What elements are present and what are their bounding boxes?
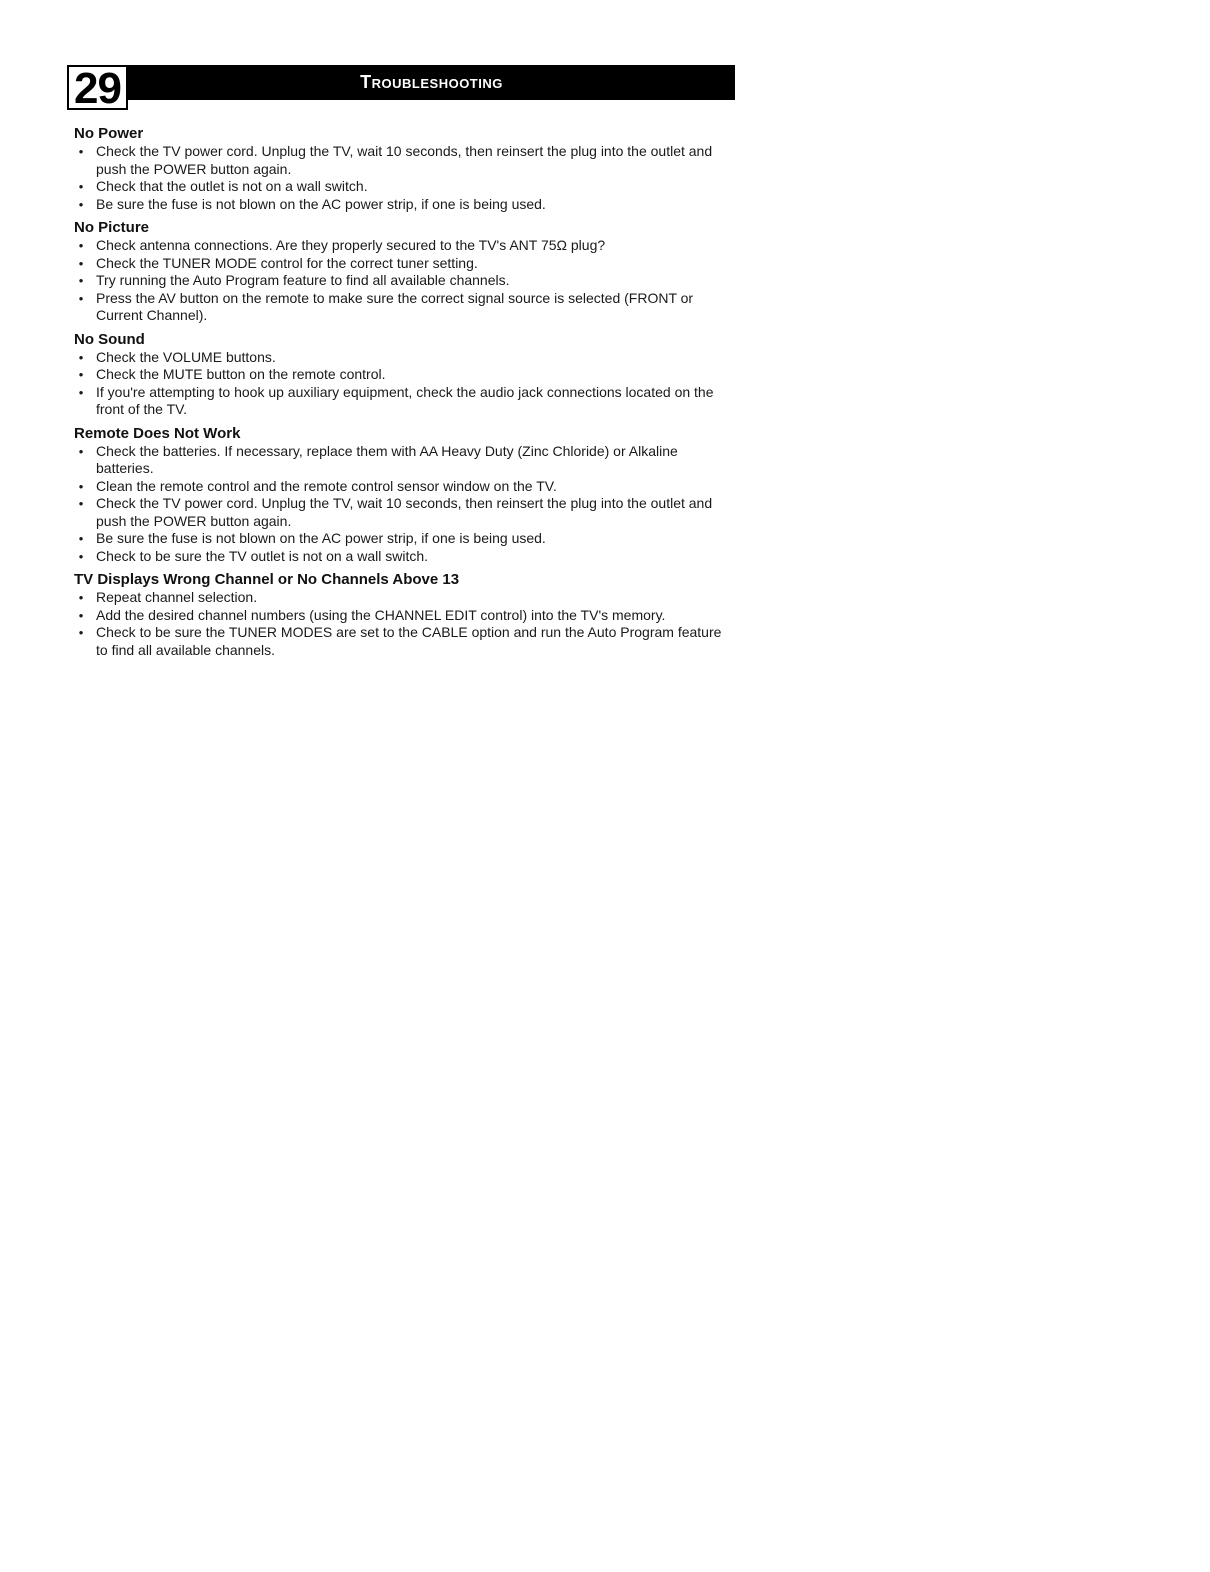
item-text: If you're attempting to hook up auxiliary equipment, check the audio jack connections located on the front of the TV. [96,383,714,417]
item-text: Try running the Auto Program feature to find all available channels. [96,272,510,288]
page-header [67,65,735,112]
list-item [74,384,734,419]
item-text: Be sure the fuse is not blown on the AC power strip, if one is being used. [96,195,546,212]
bullet-icon: • [78,625,84,640]
item-text: Clean the remote control and the remote control sensor window on the TV. [96,477,557,494]
section-no-power [74,125,734,213]
list-item [74,624,734,659]
item-text: Add the desired channel numbers (using the CHANNEL EDIT control) into the TV's memory. [96,606,666,623]
bullet-icon: • [78,367,84,382]
item-text: Press the AV button on the remote to make sure the correct signal source is selected (FRONT or Current Channel). [96,289,694,323]
section-heading: TV Displays Wrong Channel or No Channels Above 13 [74,571,460,588]
list-item [74,548,734,566]
section-no-picture [74,219,734,325]
list-item [74,237,734,255]
bullet-icon: • [78,273,84,288]
tips-list [74,237,734,325]
item-text: Check the TV power cord. Unplug the TV, wait 10 seconds, then reinsert the plug into the outlet and push the POWER button again. [96,143,713,177]
section-remote-does-not-work [74,425,734,566]
list-item [74,443,734,478]
bullet-icon: • [78,548,84,564]
item-text: Check the VOLUME buttons. [96,348,276,365]
bullet-icon: • [78,179,84,194]
bullet-icon: • [78,443,84,459]
list-item [74,196,734,214]
tips-list [74,589,734,659]
bullet-icon: • [78,255,84,271]
troubleshooting-content [74,125,734,665]
bullet-icon: • [78,590,84,605]
bullet-icon: • [78,238,84,253]
bullet-icon: • [78,478,84,494]
list-item [74,272,734,290]
section-heading: No Sound [74,330,145,348]
list-item [74,349,734,367]
section-title-bar [128,65,735,100]
bullet-icon: • [78,531,84,546]
tips-list [74,349,734,419]
bullet-icon: • [78,349,84,365]
section-heading: No Picture [74,219,150,236]
bullet-icon: • [78,384,84,400]
page-title: Troubleshooting [360,72,503,92]
bullet-icon: • [78,144,84,159]
section-no-sound [74,331,734,419]
item-text: Check to be sure the TV outlet is not on a wall switch. [96,547,429,564]
item-text: Check the batteries. If necessary, replace them with AA Heavy Duty (Zinc Chloride) or Alkaline batteries. [96,442,678,476]
list-item [74,290,734,325]
bullet-icon: • [78,496,84,511]
list-item [74,178,734,196]
list-item [74,589,734,607]
list-item [74,255,734,273]
list-item [74,495,734,530]
bullet-icon: • [78,290,84,306]
section-heading: No Power [74,125,144,142]
list-item [74,478,734,496]
bullet-icon: • [78,607,84,623]
item-text: Check antenna connections. Are they properly secured to the TV's ANT 75Ω plug? [96,237,606,253]
tips-list [74,143,734,213]
tips-list [74,443,734,566]
item-text: Check the TV power cord. Unplug the TV, wait 10 seconds, then reinsert the plug into the outlet and push the POWER button again. [96,495,713,529]
item-text: Check to be sure the TUNER MODES are set to the CABLE option and run the Auto Program feature to find all available channels. [96,624,722,658]
item-text: Repeat channel selection. [96,589,258,605]
list-item [74,366,734,384]
item-text: Check the MUTE button on the remote control. [96,366,386,382]
item-text: Check that the outlet is not on a wall switch. [96,178,368,194]
section-wrong-channel [74,571,734,659]
page-number: 29 [67,65,128,110]
bullet-icon: • [78,196,84,212]
list-item [74,530,734,548]
item-text: Be sure the fuse is not blown on the AC power strip, if one is being used. [96,530,546,546]
list-item [74,607,734,625]
section-heading: Remote Does Not Work [74,424,241,442]
list-item [74,143,734,178]
item-text: Check the TUNER MODE control for the correct tuner setting. [96,254,478,271]
